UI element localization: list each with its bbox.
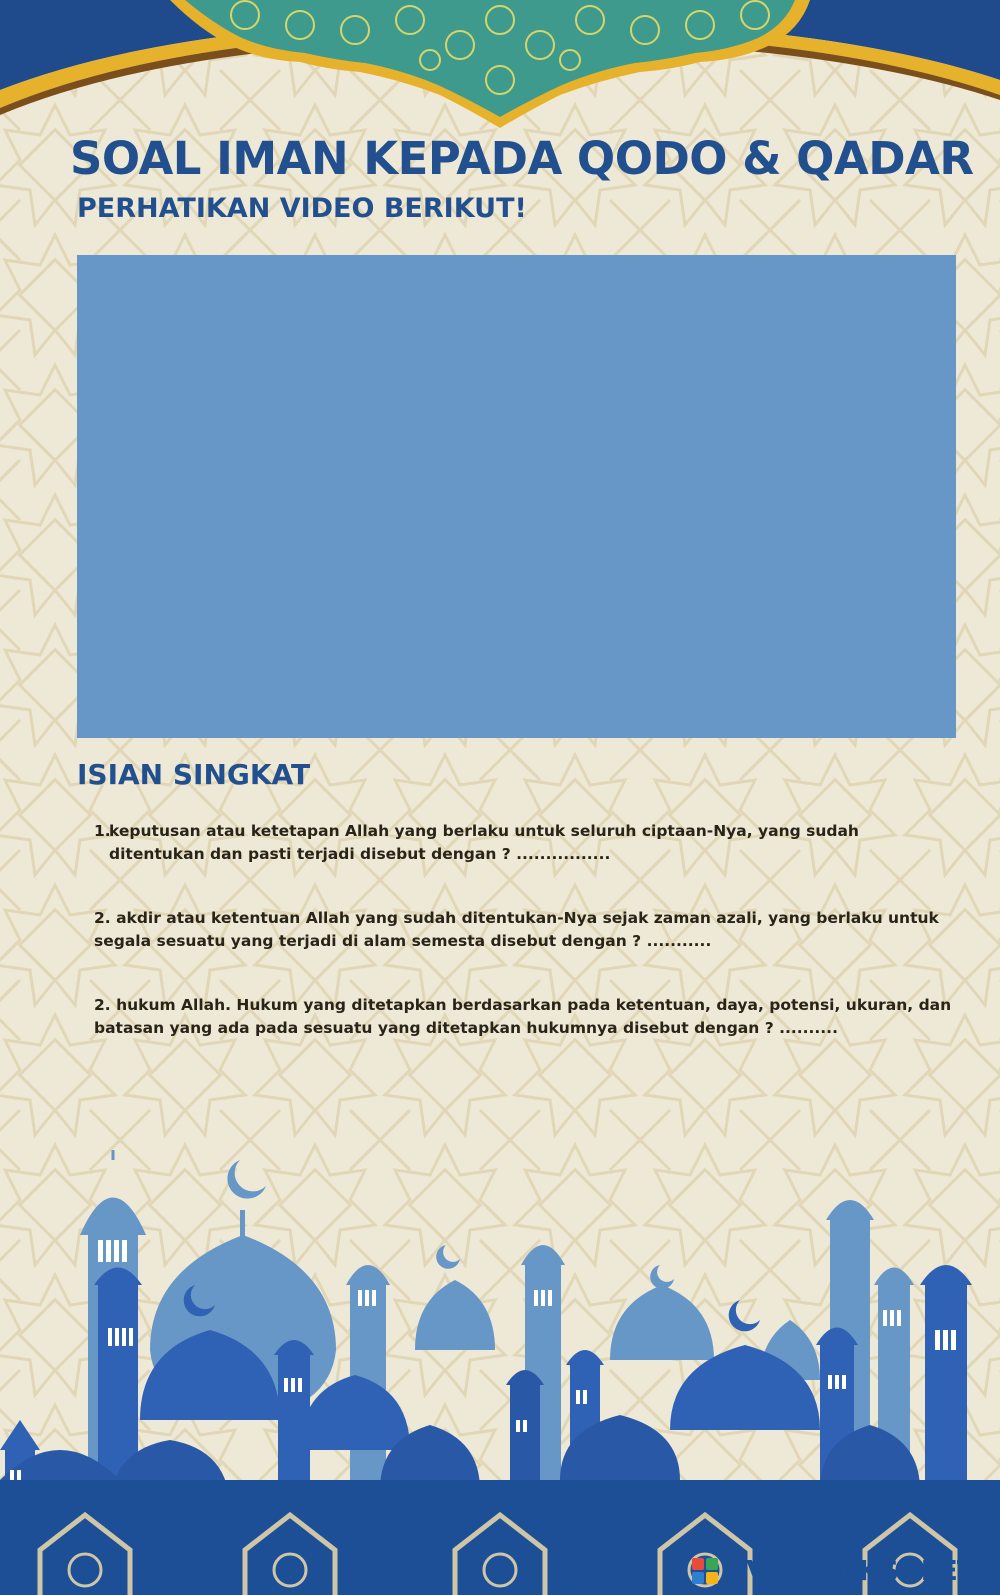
page-subtitle: PERHATIKAN VIDEO BERIKUT! [77,193,527,224]
liveworksheets-logo[interactable] [690,1554,994,1587]
question-text: keputusan atau ketetapan Allah yang berlaku untuk seluruh ciptaan-Nya, yang sudah ditentukan dan pasti terjadi disebut dengan ? ................ [109,822,859,863]
question-2: 2. akdir atau ketentuan Allah yang sudah ditentukan-Nya sejak zaman azali, yang berlaku untuk segala sesuatu yang terjadi di alam semesta disebut dengan ? ........... [94,909,939,950]
question-number: 1. [94,822,111,840]
question-3: 2. hukum Allah. Hukum yang ditetapkan berdasarkan pada ketentuan, daya, potensi, ukuran, dan batasan yang ada pada sesuatu yang ditetapkan hukumnya disebut dengan ? .......... [94,996,952,1037]
top-ornament [0,0,1000,140]
page-title: SOAL IMAN KEPADA QODO & QADAR [70,132,974,185]
question-1 [94,820,954,866]
liveworksheets-logo-text: LIVEWORKSHEETS [720,1554,995,1587]
liveworksheets-logo-icon [690,1556,720,1586]
video-player[interactable] [77,255,956,738]
section-title: ISIAN SINGKAT [77,758,311,791]
mosque-skyline-illustration [0,1150,1000,1595]
